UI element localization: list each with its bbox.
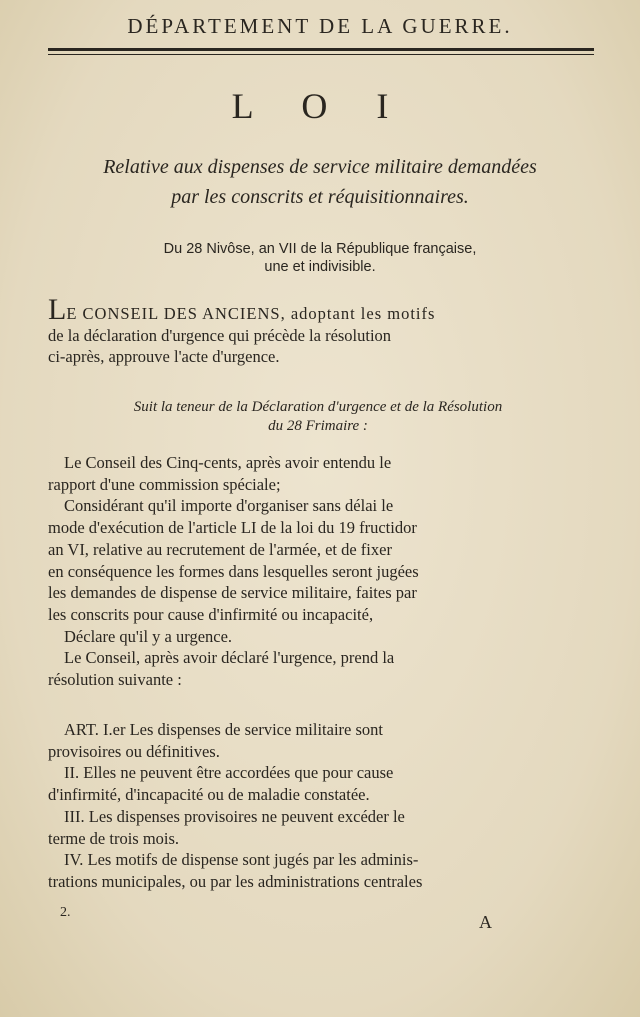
intro-paragraph	[48, 293, 588, 368]
date-line: Du 28 Nivôse, an VII de la République française,	[163, 241, 477, 257]
body-line: Le Conseil, après avoir déclaré l'urgence, prend la	[64, 648, 395, 668]
drop-cap: L	[48, 293, 67, 326]
intro-line: ci-après, approuve l'acte d'urgence.	[48, 347, 280, 367]
body-line: rapport d'une commission spéciale;	[48, 474, 281, 494]
article-line: III. Les dispenses provisoires ne peuvent excéder le	[64, 806, 405, 826]
article-line: d'infirmité, d'incapacité ou de maladie constatée.	[48, 785, 370, 805]
law-title: L O I	[231, 86, 409, 126]
page-number: 2.	[60, 905, 71, 920]
body-line: Le Conseil des Cinq-cents, après avoir entendu le	[64, 453, 392, 472]
body-line: mode d'exécution de l'article LI de la loi du 19 fructidor	[48, 518, 417, 538]
body-line: an VI, relative au recrutement de l'armée, et de fixer	[48, 539, 392, 559]
article-line: IV. Les motifs de dispense sont jugés par les adminis-	[64, 850, 419, 870]
date-line: une et indivisible.	[264, 259, 376, 275]
article-line: II. Elles ne peuvent être accordées que pour cause	[64, 763, 394, 783]
articles-section	[48, 719, 588, 893]
article-line: trations municipales, ou par les administrations centrales	[48, 871, 423, 891]
header-rule-thick	[48, 48, 594, 51]
subtitle-line: par les conscrits et réquisitionnaires.	[171, 186, 469, 208]
body-line: les demandes de dispense de service militaire, faites par	[48, 583, 417, 603]
article-line: provisoires ou définitives.	[48, 741, 220, 761]
declaration-heading-line: Suit la teneur de la Déclaration d'urgence et de la Résolution	[133, 399, 503, 415]
article-line: ART. I.er Les dispenses de service militaire sont	[64, 720, 383, 739]
body-line: les conscrits pour cause d'infirmité ou incapacité,	[48, 604, 374, 624]
resolution-body	[48, 452, 588, 691]
body-line: résolution suivante :	[48, 670, 182, 690]
signature-mark: A	[479, 912, 492, 932]
body-line: Considérant qu'il importe d'organiser sans délai le	[64, 496, 394, 516]
body-line: en conséquence les formes dans lesquelles seront jugées	[48, 561, 419, 581]
header-rule-thin	[48, 54, 594, 55]
article-line: terme de trois mois.	[48, 828, 180, 848]
intro-line: de la déclaration d'urgence qui précède la résolution	[48, 325, 392, 345]
law-subtitle	[40, 152, 600, 212]
subtitle-line: Relative aux dispenses de service militaire demandées	[103, 156, 537, 178]
department-header: DÉPARTEMENT DE LA GUERRE.	[127, 14, 513, 38]
body-line: Déclare qu'il y a urgence.	[64, 626, 233, 646]
law-date	[60, 240, 580, 276]
intro-line: E CONSEIL DES ANCIENS, adoptant les motifs	[66, 304, 436, 323]
declaration-heading	[48, 398, 588, 436]
declaration-heading-line: du 28 Frimaire :	[268, 418, 368, 434]
